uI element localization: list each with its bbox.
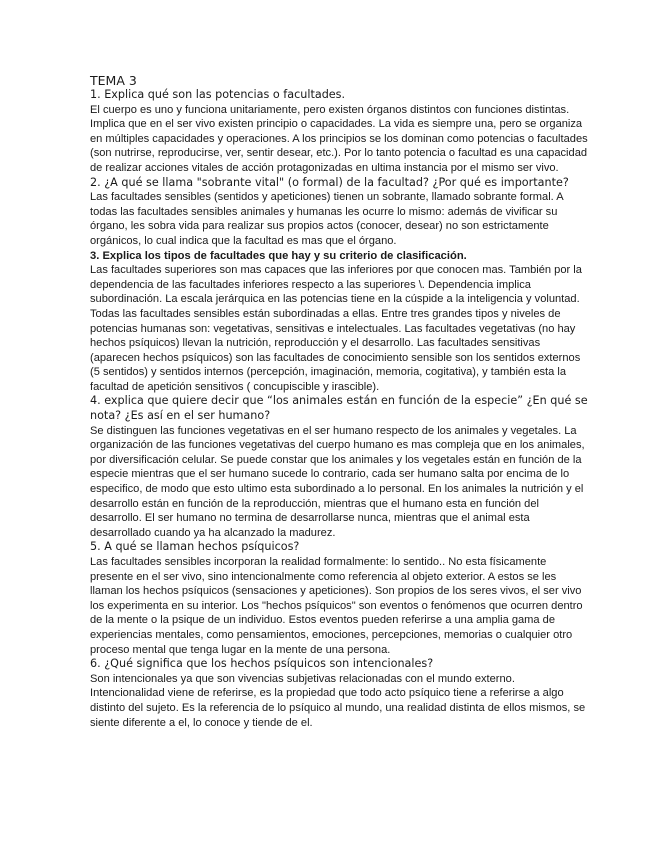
- question-1: 1. Explica qué son las potencias o facultades.: [90, 88, 346, 101]
- question-6: 6. ¿Qué significa que los hechos psíquicos son intencionales?: [90, 657, 434, 671]
- question-4: 4. explica que quiere decir que “los animales están en función de la especie” ¿En qué se nota? ¿Es así en el ser humano?: [90, 394, 588, 423]
- answer-6: Son intencionales ya que son vivencias subjetivas relacionadas con el mundo externo. Intencionalidad viene de referirse, es la propiedad que todo acto psíquico tiene a referirse a algo distinto del sujeto. Es la referencia de lo psíquico al mundo, una realidad distinta de ellos mismos, se siente diferente a el, lo conoce y tiende de el.: [90, 672, 586, 729]
- answer-2: Las facultades sensibles (sentidos y apeticiones) tienen un sobrante, llamado sobrante formal. A todas las facultades sensibles animales y humanas les ocurre lo mismo: además de vivificar su órgano, les sobra vida para realizar sus propios actos (conocer, desear) no son estrictamente orgánicos, lo cual indica que la facultad es mas que el órgano.: [90, 191, 563, 247]
- answer-1: El cuerpo es uno y funciona unitariamente, pero existen órganos distintos con funciones distintas. Implica que en el ser vivo existen principio o capacidades. La vida es siempre una, pero se organiza en múltiples capacidades y operaciones. A los principios se los dominan como potencias o facultades (son nutrirse, reproducirse, ver, sentir desear, etc.). Por lo tanto potencia o facultad es una capacidad de realizar acciones vitales de acción protagonizadas en ultima instancia por el mismo ser vivo.: [90, 103, 588, 174]
- document-page: [90, 73, 590, 730]
- answer-4: Se distinguen las funciones vegetativas en el ser humano respecto de los animales y vegetales. La organización de las funciones vegetativas del cuerpo humano es mas compleja que en los animales, por diversificación celular. Se puede constar que los animales y los vegetales están en función de la especie mientras que el ser humano sucede lo contrario, cada ser humano salta por encima de lo especifico, de modo que esto ultimo esta subordinado a lo personal. En los animales la nutrición y el desarrollo están en función de la reproducción, mientras que el humano esta en función del desarrollo. El ser humano no termina de desarrollarse nunca, mientras que el animal esta desarrollado cuando ya ha alcanzado la madurez.: [90, 424, 585, 539]
- answer-5: Las facultades sensibles incorporan la realidad formalmente: lo sentido.. No esta físicamente presente en el ser vivo, sino intencionalmente como referencia al objeto exterior. A estos se les llaman los hechos psíquicos (sensaciones y apeticiones). Son propios de los seres vivos, el ser vivo los experimenta en su interior. Los "hechos psíquicos" son eventos o fenómenos que ocurren dentro de la mente o la psique de un individuo. Estos eventos pueden referirse a una amplia gama de experiencias mentales, como pensamientos, emociones, percepciones, memorias o cualquier otro proceso mental que tenga lugar en la mente de una persona.: [90, 556, 583, 656]
- document-title: TEMA 3: [90, 73, 137, 88]
- question-2: 2. ¿A qué se llama "sobrante vital" (o formal) de la facultad? ¿Por qué es importante?: [90, 175, 569, 189]
- question-3: 3. Explica los tipos de facultades que hay y su criterio de clasificación.: [90, 249, 467, 262]
- answer-3: Las facultades superiores son mas capaces que las inferiores por que conocen mas. También por la dependencia de las facultades inferiores respecto a las superiores \. Dependencia implica subordinación. La escala jerárquica en las potencias tiene en la cúspide a la inteligencia y voluntad. Todas las facultades sensibles están subordinadas a ellas. Entre tres grandes tipos y niveles de potencias humanas son: vegetativas, sensitivas e intelectuales. Las facultades vegetativas (no hay hechos psíquicos) llevan la nutrición, reproducción y el desarrollo. Las facultades sensitivas (aparecen hechos psíquicos) son las facultades de conocimiento sensible son los sentidos externos (5 sentidos) y sentidos internos (percepción, imaginación, memoria, cogitativa), y también esta la facultad de apetición sensitivos ( concupiscible y irascible).: [90, 264, 582, 393]
- question-5: 5. A qué se llaman hechos psíquicos?: [90, 540, 300, 554]
